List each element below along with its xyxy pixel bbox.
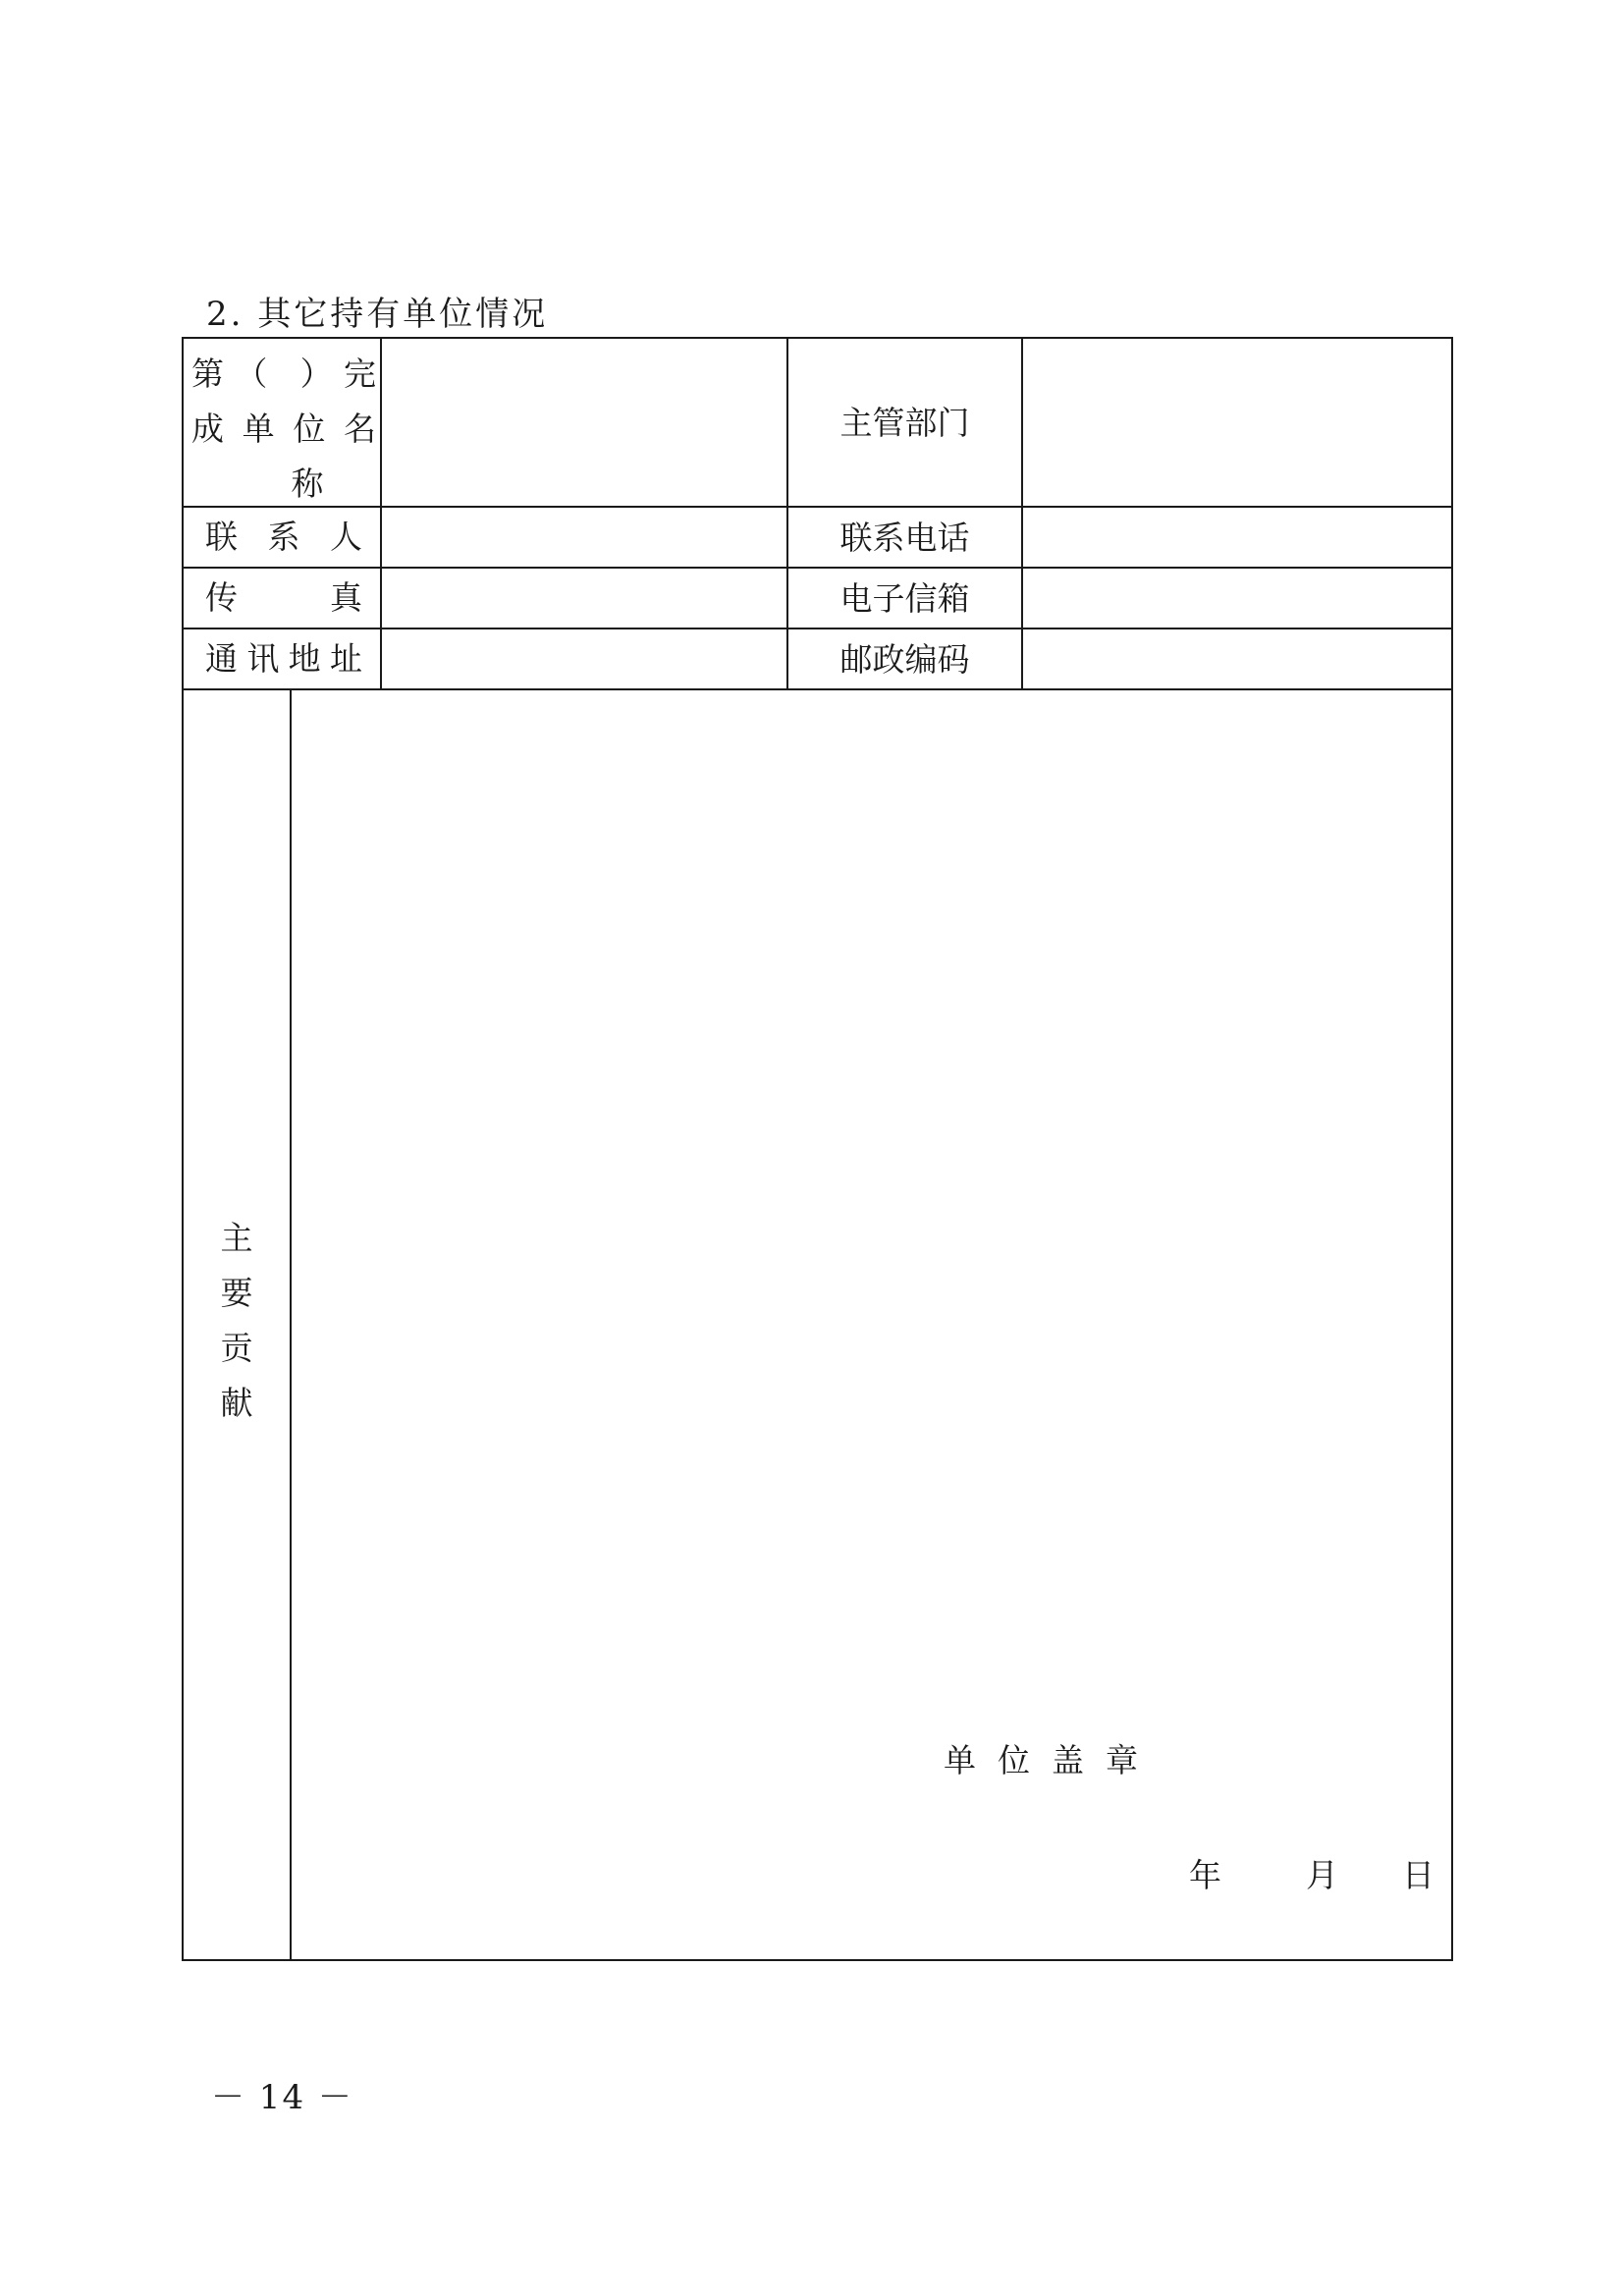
- email-field[interactable]: [1023, 569, 1451, 628]
- contact-field[interactable]: [382, 508, 786, 567]
- contact-phone-field[interactable]: [1023, 508, 1451, 567]
- fax-label: 传 真: [205, 578, 362, 617]
- postcode-label: 邮政编码: [839, 639, 970, 679]
- date-year-label: 年: [1189, 1856, 1221, 1894]
- unit-name-field[interactable]: [382, 339, 786, 506]
- fax-field[interactable]: [382, 569, 786, 628]
- unit-seal-text: 单位盖章: [944, 1741, 1160, 1779]
- date-month-label: 月: [1306, 1856, 1338, 1894]
- unit-name-label-line: 成单位名: [191, 410, 376, 448]
- postcode-field[interactable]: [1023, 629, 1451, 688]
- contribution-label: [184, 1211, 290, 1431]
- page-number: － 14 －: [211, 2078, 353, 2117]
- date-day-label: 日: [1402, 1856, 1434, 1894]
- section-title: 2. 其它持有单位情况: [206, 295, 549, 334]
- department-field[interactable]: [1023, 339, 1451, 506]
- email-label: 电子信箱: [839, 578, 970, 618]
- address-field[interactable]: [382, 629, 786, 688]
- unit-info-form: [182, 337, 1453, 1961]
- contact-label: 联 系 人: [205, 518, 362, 556]
- unit-name-label-line: 称: [291, 465, 324, 503]
- contribution-label-char: 主: [220, 1219, 253, 1257]
- contribution-label-char: 献: [220, 1384, 253, 1422]
- department-label: 主管部门: [839, 403, 970, 442]
- contribution-label-char: 要: [220, 1274, 253, 1312]
- contribution-field[interactable]: [292, 690, 1451, 1959]
- address-label: 通讯地址: [205, 639, 362, 678]
- contact-phone-label: 联系电话: [839, 518, 970, 557]
- unit-name-label: [191, 347, 376, 512]
- contribution-label-char: 贡: [220, 1329, 253, 1367]
- unit-name-label-line: 第（ ）完: [191, 355, 376, 393]
